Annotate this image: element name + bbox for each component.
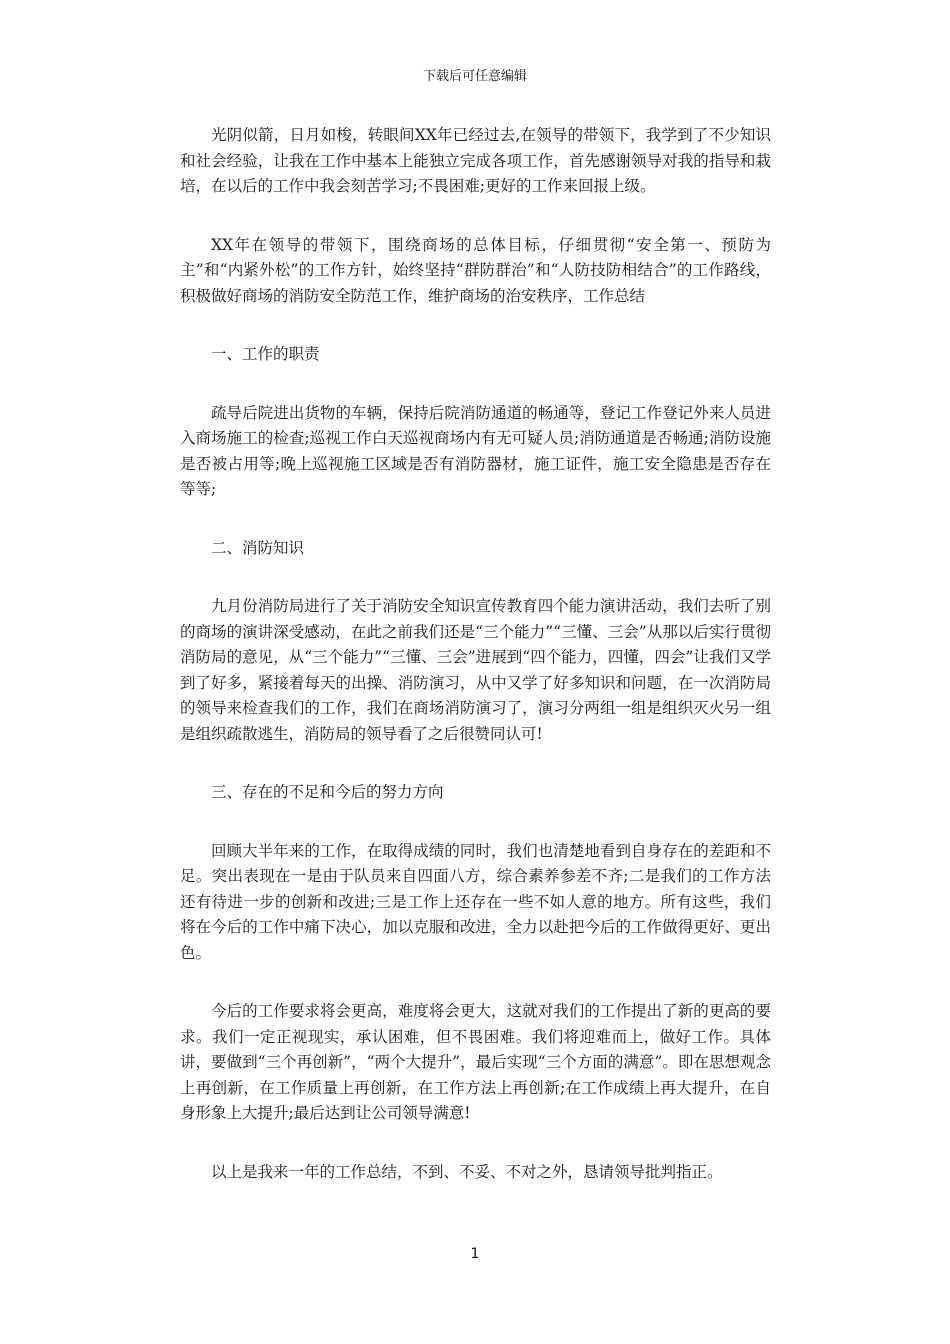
paragraph-intro: 光阴似箭，日月如梭，转眼间XX年已经过去,在领导的带领下，我学到了不少知识和社会经验，让我在工作中基本上能独立完成各项工作，首先感谢领导对我的指导和栽培，在以后的工作中我会刻苦学习;不畏困难;更好的工作来回报上级。 bbox=[180, 126, 771, 195]
paragraph-overview: XX年在领导的带领下，围绕商场的总体目标，仔细贯彻“安全第一、预防为主”和“内紧外松”的工作方针，始终坚持“群防群治”和“人防技防相结合”的工作路线，积极做好商场的消防安全防范工作，维护商场的治安秩序，工作总结 bbox=[180, 235, 771, 305]
section-heading-fire-knowledge: 二、消防知识 bbox=[211, 538, 305, 557]
page-header: 下载后可任意编辑 bbox=[422, 69, 527, 84]
paragraph-duties: 疏导后院进出货物的车辆，保持后院消防通道的畅通等，登记工作登记外来人员进入商场施工的检查;巡视工作白天巡视商场内有无可疑人员;消防通道是否畅通;消防设施是否被占用等;晚上巡视施工区域是否有消防器材，施工证件，施工安全隐患是否存在等等; bbox=[180, 403, 771, 498]
page-number: 1 bbox=[470, 1246, 480, 1262]
section-heading-shortcomings: 三、存在的不足和今后的努力方向 bbox=[211, 783, 444, 801]
paragraph-shortcomings: 回顾大半年来的工作，在取得成绩的同时，我们也清楚地看到自身存在的差距和不足。突出表现在一是由于队员来自四面八方，综合素养参差不齐;二是我们的工作方法还有待进一步的创新和改进;三是工作上还存在一些不如人意的地方。所有这些，我们将在今后的工作中痛下决心，加以克服和改进，全力以赴把今后的工作做得更好、更出色。 bbox=[180, 841, 771, 962]
paragraph-future-requirements: 今后的工作要求将会更高，难度将会更大，这就对我们的工作提出了新的更高的要求。我们一定正视现实，承认困难，但不畏困难。我们将迎难而上，做好工作。具体讲，要做到“三个再创新”，“两个大提升”，最后实现“三个方面的满意”。即在思想观念上再创新，在工作质量上再创新，在工作方法上再创新;在工作成绩上再大提升，在自身形象上大提升;最后达到让公司领导满意! bbox=[180, 1002, 771, 1122]
section-heading-duties: 一、工作的职责 bbox=[211, 345, 320, 363]
paragraph-fire-knowledge: 九月份消防局进行了关于消防安全知识宣传教育四个能力演讲活动，我们去听了别的商场的演讲深受感动，在此之前我们还是“三个能力”“三懂、三会”从那以后实行贯彻消防局的意见，从“三个能力”“三懂、三会”进展到“四个能力，四懂，四会”让我们又学到了好多，紧接着每天的出操、消防演习，从中又学了好多知识和问题，在一次消防局的领导来检查我们的工作，我们在商场消防演习了，演习分两组一组是组织灭火另一组是组织疏散逃生，消防局的领导看了之后很赞同认可! bbox=[180, 597, 771, 743]
paragraph-closing: 以上是我来一年的工作总结，不到、不妥、不对之外，恳请领导批判指正。 bbox=[211, 1162, 723, 1181]
document-body bbox=[180, 123, 771, 1218]
